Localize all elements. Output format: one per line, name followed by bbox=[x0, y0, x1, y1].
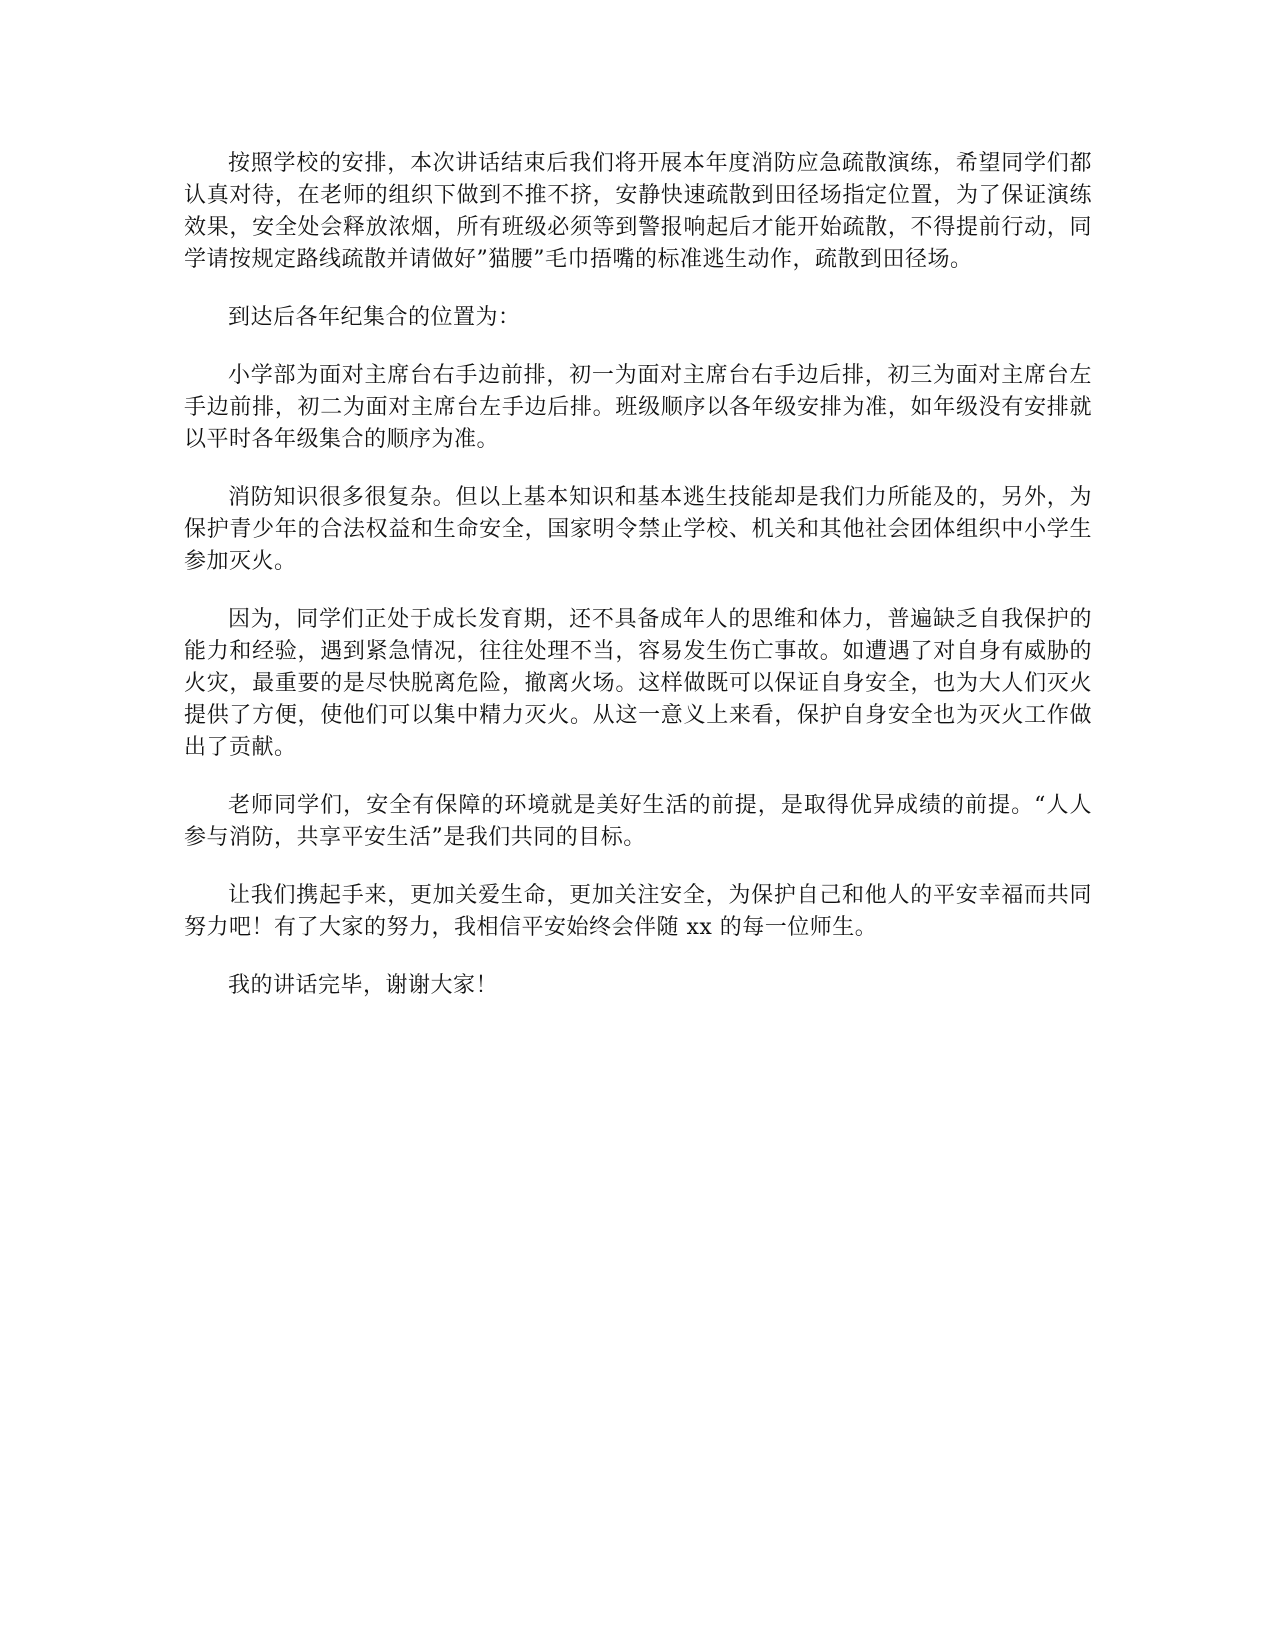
paragraph-call-to-action: 让我们携起手来，更加关爱生命，更加关注安全，为保护自己和他人的平安幸福而共同努力吧！有了大家的努力，我相信平安始终会伴随 xx 的每一位师生。 bbox=[184, 883, 1092, 940]
paragraph-evacuation-drill: 按照学校的安排，本次讲话结束后我们将开展本年度消防应急疏散演练，希望同学们都认真对待，在老师的组织下做到不推不挤，安静快速疏散到田径场指定位置，为了保证演练效果，安全处会释放浓烟，所有班级必须等到警报响起后才能开始疏散，不得提前行动，同学请按规定路线疏散并请做好”猫腰”毛巾捂嘴的标准逃生动作，疏散到田径场。 bbox=[184, 151, 1092, 272]
paragraph-assembly-positions: 小学部为面对主席台右手边前排，初一为面对主席台右手边后排，初三为面对主席台左手边前排，初二为面对主席台左手边后排。班级顺序以各年级安排为准，如年级没有安排就以平时各年级集合的顺序为准。 bbox=[184, 363, 1092, 452]
paragraph-assembly-intro: 到达后各年纪集合的位置为： bbox=[228, 305, 521, 330]
paragraph-fire-knowledge: 消防知识很多很复杂。但以上基本知识和基本逃生技能却是我们力所能及的，另外，为保护青少年的合法权益和生命安全，国家明令禁止学校、机关和其他社会团体组织中小学生参加灭火。 bbox=[184, 485, 1092, 574]
paragraph-closing: 我的讲话完毕，谢谢大家！ bbox=[228, 973, 499, 998]
paragraph-self-protection: 因为，同学们正处于成长发育期，还不具备成年人的思维和体力，普遍缺乏自我保护的能力和经验，遇到紧急情况，往往处理不当，容易发生伤亡事故。如遭遇了对自身有威胁的火灾，最重要的是尽快脱离危险，撤离火场。这样做既可以保证自身安全，也为大人们灭火提供了方便，使他们可以集中精力灭火。从这一意义上来看，保护自身安全也为灭火工作做出了贡献。 bbox=[184, 607, 1092, 760]
paragraph-safety-goal: 老师同学们，安全有保障的环境就是美好生活的前提，是取得优异成绩的前提。“人人参与消防，共享平安生活”是我们共同的目标。 bbox=[184, 793, 1092, 850]
document-body bbox=[184, 148, 1092, 1028]
